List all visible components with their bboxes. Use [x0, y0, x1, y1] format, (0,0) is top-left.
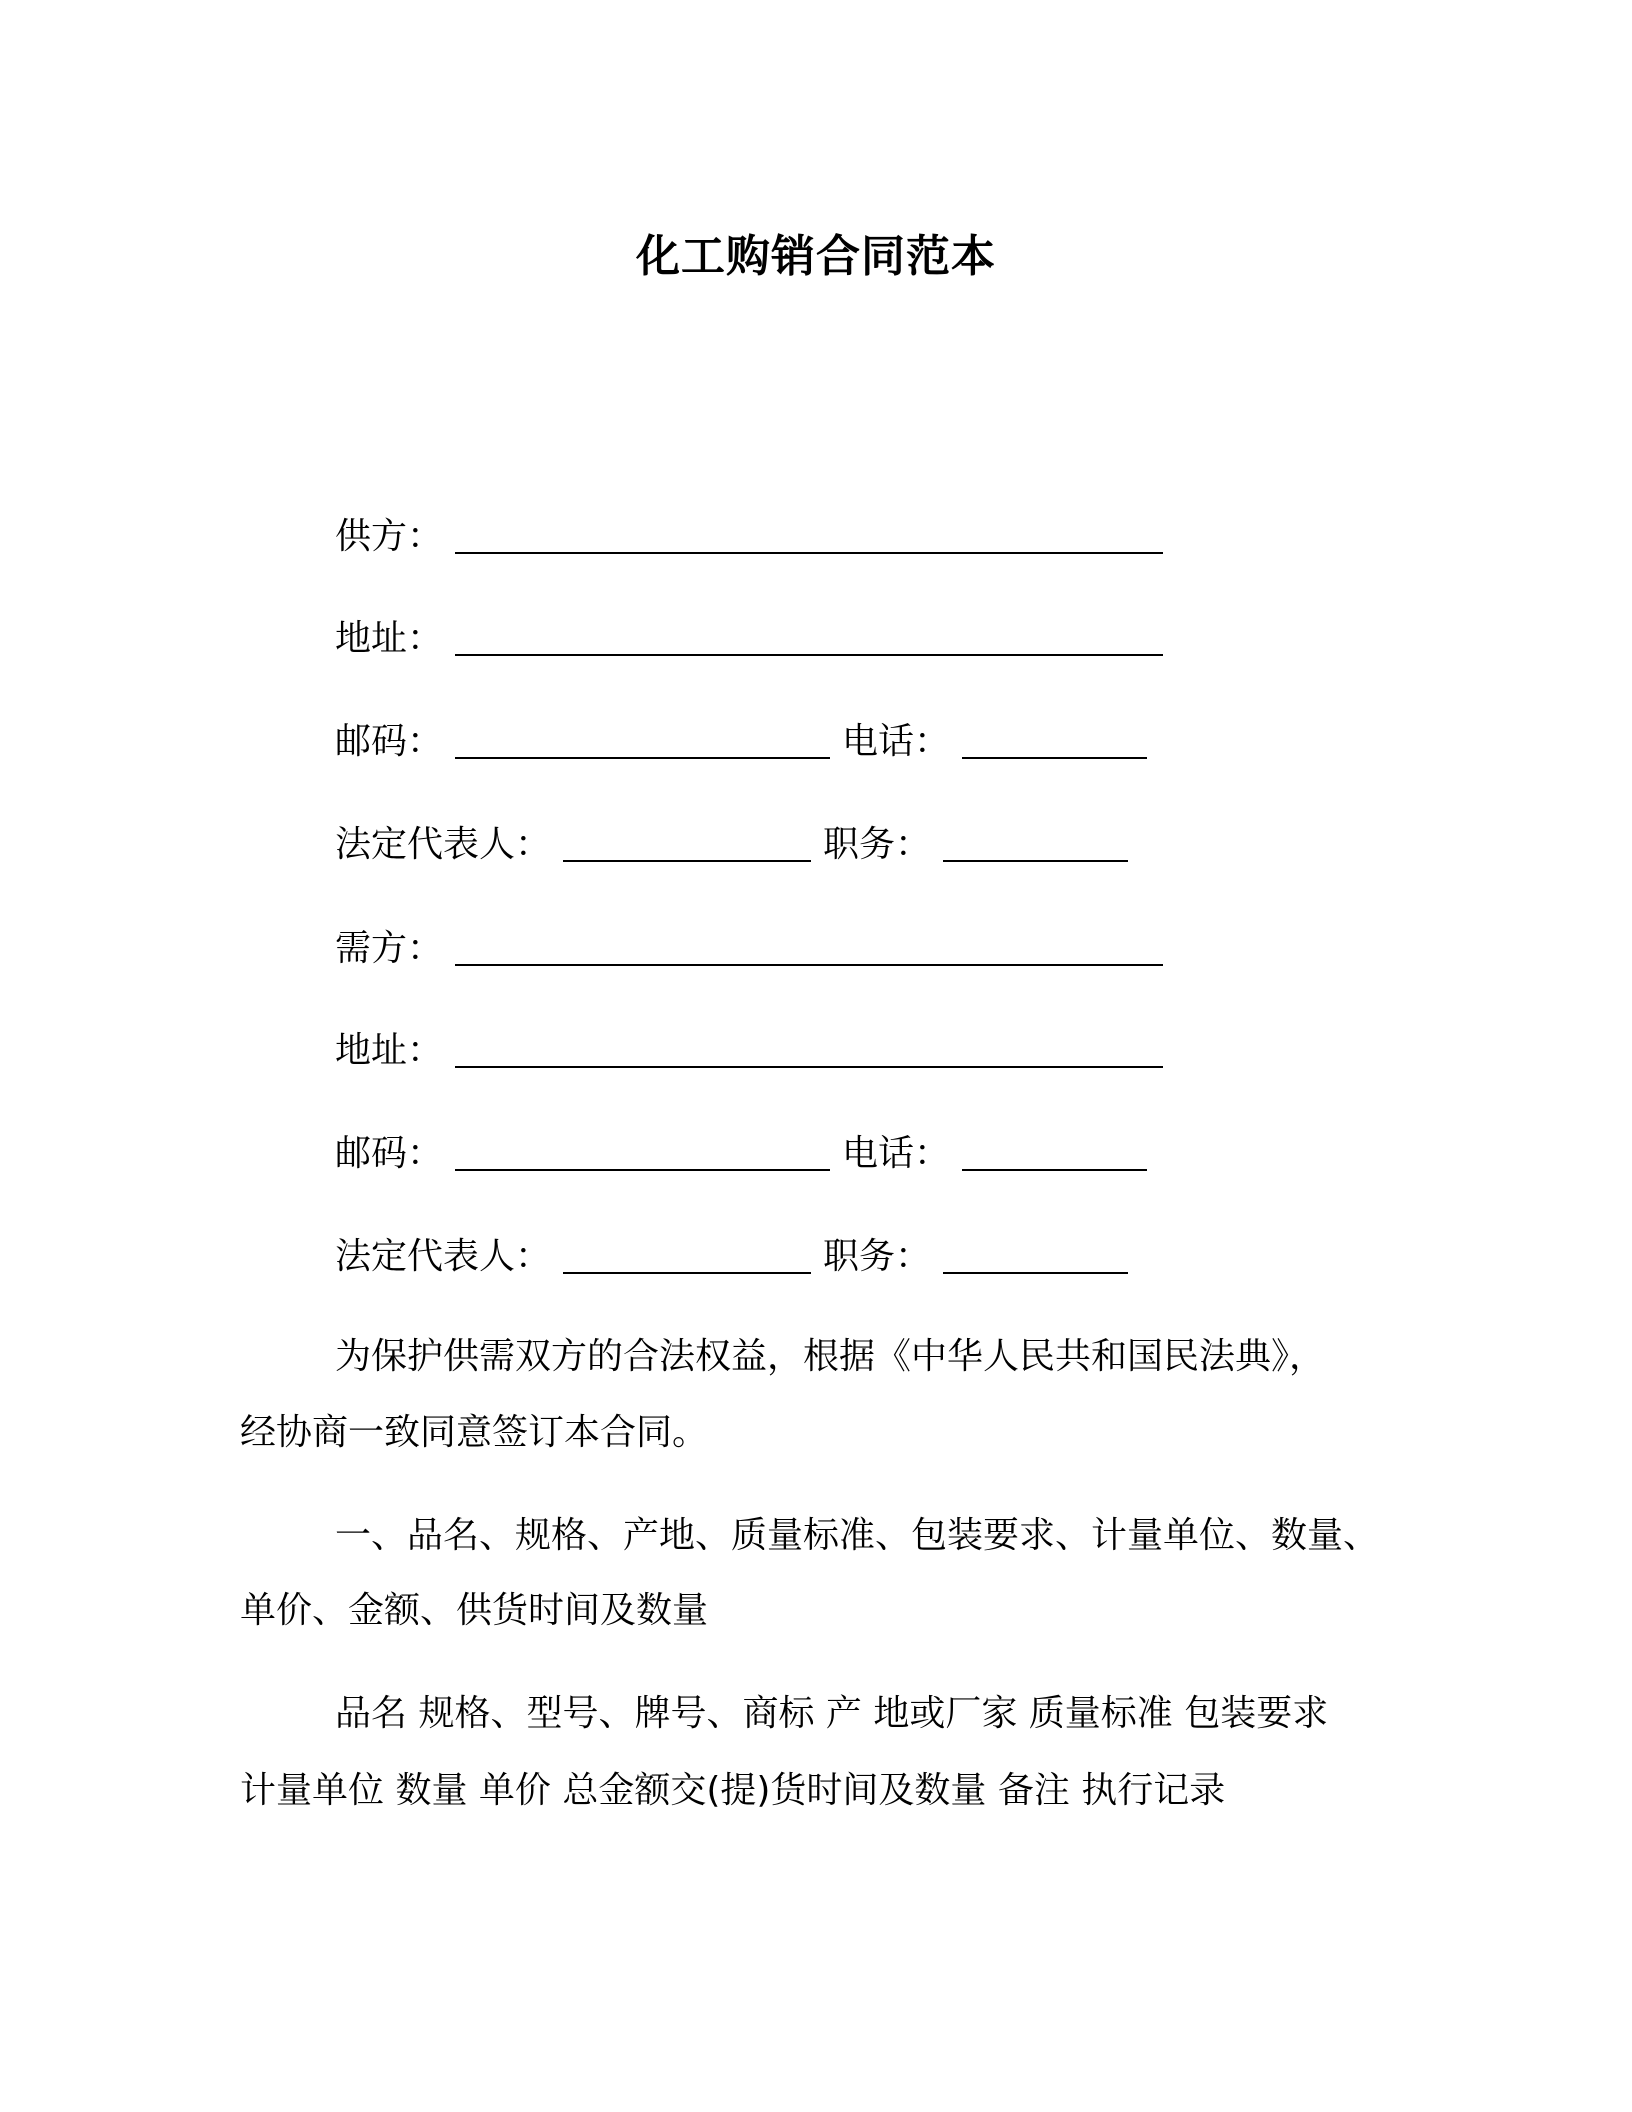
- supplier-rep-label: 法定代表人：: [335, 824, 552, 865]
- supplier-name-row: [335, 508, 1163, 559]
- supplier-rep-blank[interactable]: [563, 830, 811, 862]
- supplier-phone-label: 电话：: [842, 721, 951, 762]
- supplier-zip-label: 邮码：: [335, 721, 444, 762]
- buyer-rep-label: 法定代表人：: [335, 1236, 552, 1277]
- supplier-address-blank[interactable]: [455, 624, 1163, 656]
- buyer-rep-blank[interactable]: [563, 1242, 811, 1274]
- buyer-name-row: [335, 920, 1163, 971]
- buyer-zip-phone-row: [335, 1125, 1147, 1176]
- buyer-zip-label: 邮码：: [335, 1133, 444, 1174]
- document-title: 化工购销合同范本: [636, 231, 996, 282]
- buyer-address-label: 地址：: [335, 1030, 444, 1071]
- intro-line-2: 经协商一致同意签订本合同。: [240, 1412, 709, 1453]
- supplier-phone-blank[interactable]: [962, 727, 1147, 759]
- supplier-rep-row: [335, 816, 1128, 867]
- section1-heading-line-2: 单价、金额、供货时间及数量: [240, 1590, 709, 1631]
- supplier-position-blank[interactable]: [943, 830, 1128, 862]
- buyer-phone-label: 电话：: [842, 1133, 951, 1174]
- supplier-address-row: [335, 610, 1163, 661]
- buyer-position-blank[interactable]: [943, 1242, 1128, 1274]
- supplier-address-label: 地址：: [335, 618, 444, 659]
- supplier-position-label: 职务：: [823, 824, 932, 865]
- supplier-zip-phone-row: [335, 713, 1147, 764]
- buyer-label: 需方：: [335, 928, 444, 969]
- columns-line-2: 计量单位 数量 单价 总金额交(提)货时间及数量 备注 执行记录: [240, 1770, 1226, 1811]
- buyer-position-label: 职务：: [823, 1236, 932, 1277]
- section1-heading-line-1: 一、品名、规格、产地、质量标准、包装要求、计量单位、数量、: [335, 1515, 1380, 1556]
- buyer-address-row: [335, 1022, 1163, 1073]
- buyer-rep-row: [335, 1228, 1128, 1279]
- supplier-label: 供方：: [335, 516, 444, 557]
- buyer-address-blank[interactable]: [455, 1036, 1163, 1068]
- supplier-zip-blank[interactable]: [455, 727, 830, 759]
- intro-line-1: 为保护供需双方的合法权益，根据《中华人民共和国民法典》，: [335, 1336, 1326, 1377]
- buyer-name-blank[interactable]: [455, 934, 1163, 966]
- supplier-name-blank[interactable]: [455, 522, 1163, 554]
- buyer-phone-blank[interactable]: [962, 1139, 1147, 1171]
- buyer-zip-blank[interactable]: [455, 1139, 830, 1171]
- columns-line-1: 品名 规格、型号、牌号、商标 产 地或厂家 质量标准 包装要求: [335, 1693, 1329, 1734]
